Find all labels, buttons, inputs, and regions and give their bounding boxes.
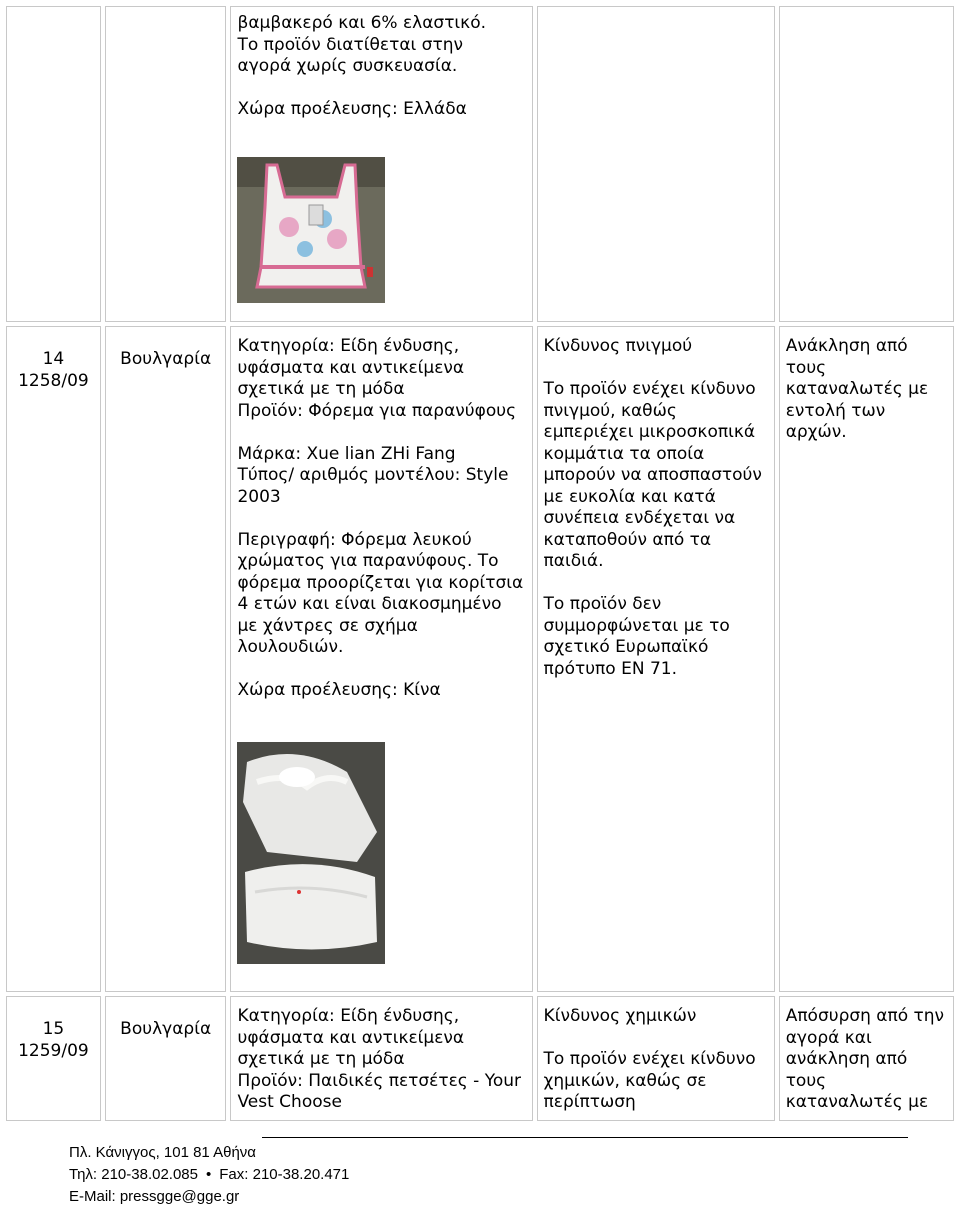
risk-standard: Το προϊόν δεν συμμορφώνεται με το σχετικό Ευρωπαϊκό πρότυπο EN 71.	[543, 594, 730, 679]
risk-cell	[537, 6, 775, 322]
risk-cell	[537, 326, 775, 992]
desc-cell	[230, 6, 532, 322]
desc-line: Το προϊόν διατίθεται στην	[237, 34, 463, 55]
country-cell	[105, 6, 227, 322]
country-cell	[105, 326, 227, 992]
num-cell	[6, 6, 101, 322]
product-text: Προϊόν: Φόρεμα για παρανύφους	[237, 400, 517, 421]
desc-line: βαμβακερό και 6% ελαστικό.	[237, 13, 487, 33]
footer-fax: Fax: 210-38.20.471	[219, 1166, 350, 1183]
origin-text: Χώρα προέλευσης: Κίνα	[237, 680, 441, 700]
num-cell	[6, 996, 101, 1121]
measures-text: Ανάκληση από τους καταναλωτές με εντολή των αρχών.	[785, 336, 929, 442]
country-cell	[105, 996, 227, 1121]
risk-title: Κίνδυνος πνιγμού	[543, 336, 693, 356]
row-ref: 1258/09	[18, 370, 89, 391]
footer-contact	[69, 1164, 349, 1186]
country-text: Βουλγαρία	[120, 1019, 212, 1039]
country-text: Βουλγαρία	[120, 349, 212, 369]
table-row	[6, 326, 954, 992]
footer-address: Πλ. Κάνιγγος, 101 81 Αθήνα	[69, 1144, 256, 1161]
measures-cell	[779, 326, 954, 992]
num-cell	[6, 326, 101, 992]
brand-text: Μάρκα: Xue lian ZHi Fang	[237, 443, 456, 464]
measures-cell	[779, 996, 954, 1121]
bullet-separator: •	[206, 1166, 212, 1183]
row-number: 14	[42, 349, 65, 369]
footer-phone: Τηλ: 210-38.02.085	[69, 1166, 198, 1183]
risk-cell	[537, 996, 775, 1121]
footer-divider	[262, 1137, 908, 1138]
category-text: Κατηγορία: Είδη ένδυσης, υφάσματα και αντικείμενα σχετικά με τη μόδα	[237, 336, 465, 399]
risk-title: Κίνδυνος χημικών	[543, 1006, 697, 1026]
table-row	[6, 6, 954, 322]
measures-text: Απόσυρση από την αγορά και ανάκληση από τους καταναλωτές με	[785, 1006, 945, 1112]
origin-text: Χώρα προέλευσης: Ελλάδα	[237, 99, 467, 119]
desc-cell	[230, 996, 532, 1121]
product-text: Προϊόν: Παιδικές πετσέτες - Your Vest Choose	[237, 1070, 521, 1112]
risk-text: Το προϊόν ενέχει κίνδυνο χημικών, καθώς σε περίπτωση	[543, 1049, 756, 1112]
desc-cell	[230, 326, 532, 992]
desc-line: αγορά χωρίς συσκευασία.	[237, 56, 458, 76]
category-text: Κατηγορία: Είδη ένδυσης, υφάσματα και αντικείμενα σχετικά με τη μόδα	[237, 1006, 465, 1069]
description-text: Περιγραφή: Φόρεμα λευκού χρώματος για παρανύφους. Το φόρεμα προορίζεται για κορίτσια 4 ετών και είναι διακοσμημένο με χάντρες σε σχήμα λουλουδιών.	[237, 529, 524, 657]
model-text: Τύπος/ αριθμός μοντέλου: Style 2003	[237, 465, 509, 507]
measures-cell	[779, 6, 954, 322]
risk-text: Το προϊόν ενέχει κίνδυνο πνιγμού, καθώς εμπεριέχει μικροσκοπικά κομμάτια τα οποία μπορούν να αποσπαστούν με ευκολία και κατά συνέπεια ενδέχεται να καταποθούν από τα παιδιά.	[543, 379, 762, 571]
table-row	[6, 996, 954, 1121]
alerts-table	[2, 2, 958, 1125]
product-photo-dress	[237, 742, 385, 964]
footer	[69, 1142, 349, 1208]
row-number: 15	[42, 1019, 65, 1039]
row-ref: 1259/09	[18, 1040, 89, 1061]
footer-email[interactable]: E-Mail: pressgge@gge.gr	[69, 1188, 240, 1205]
product-photo-tank-top	[237, 157, 385, 303]
